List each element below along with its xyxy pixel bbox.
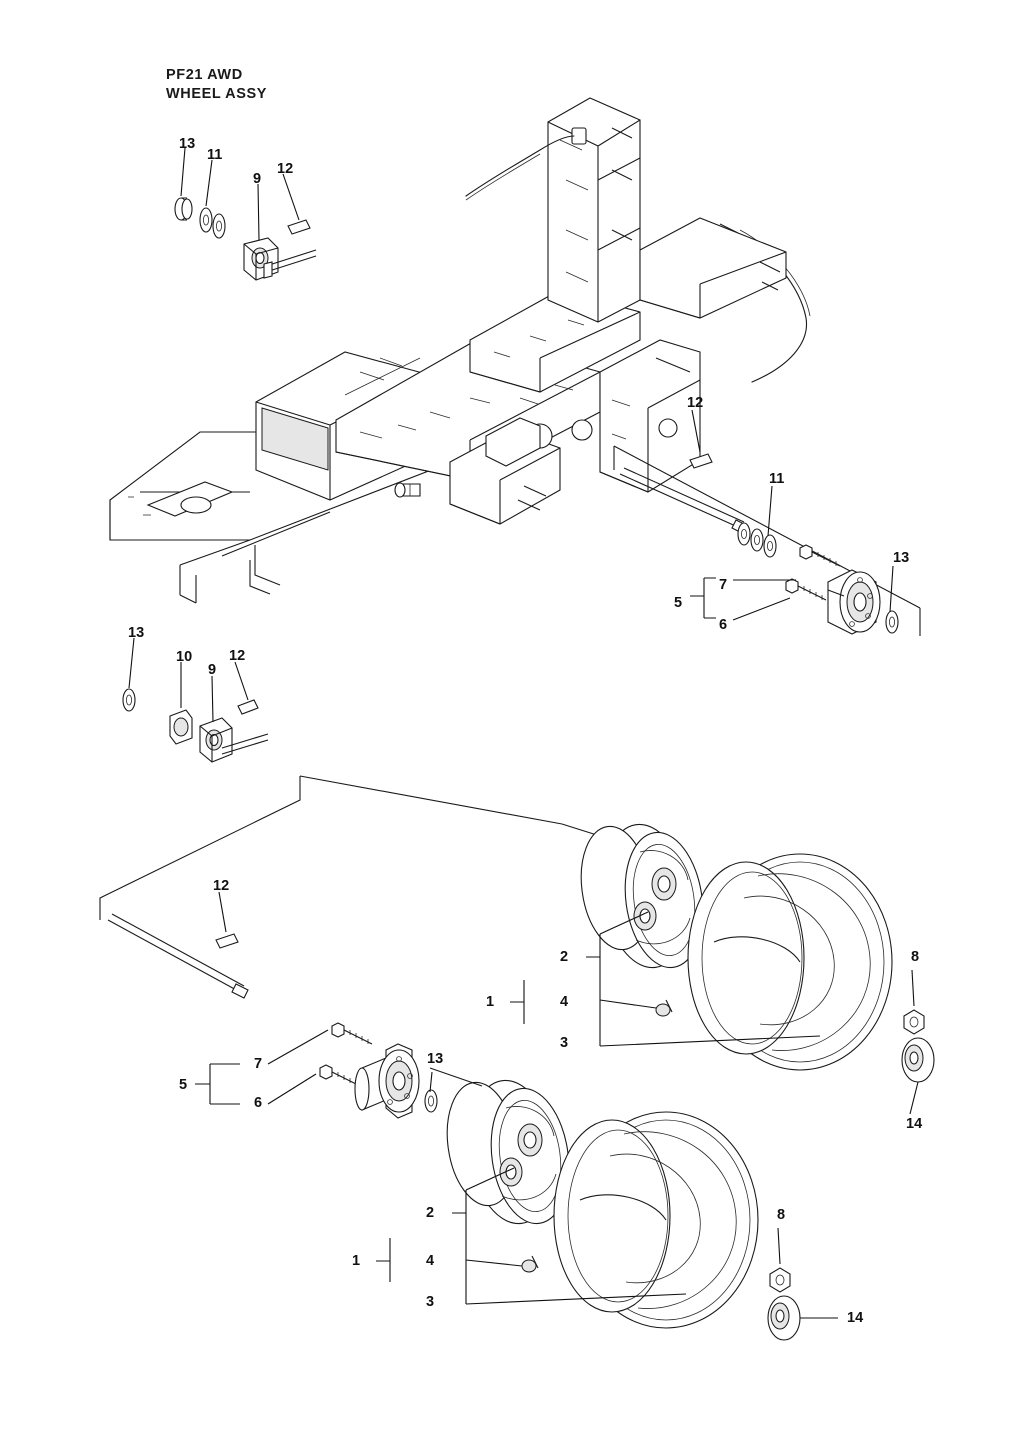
callout-14-lower: 14	[847, 1310, 864, 1326]
bolt-lower-lower	[320, 1065, 360, 1086]
parts-group-mid-left	[100, 638, 562, 920]
callout-12-mid: 12	[229, 648, 246, 664]
callout-12-low: 12	[213, 878, 230, 894]
callout-7-right: 7	[719, 577, 728, 593]
callout-1-upper: 1	[486, 994, 495, 1010]
callout-9-mid: 9	[208, 662, 217, 678]
callout-11-right: 11	[769, 471, 785, 487]
callout-2-upper: 2	[560, 949, 569, 965]
callout-14-upper: 14	[906, 1116, 923, 1132]
bolt-lower	[786, 579, 826, 600]
callout-13: 13	[179, 136, 196, 152]
callout-3-lower: 3	[426, 1294, 435, 1310]
callout-11: 11	[207, 147, 223, 163]
callout-8-upper: 8	[911, 949, 920, 965]
callout-5-right: 5	[674, 595, 683, 611]
callout-13-mid: 13	[128, 625, 145, 641]
callout-12: 12	[277, 161, 294, 177]
title-line-2: WHEEL ASSY	[166, 85, 268, 102]
callout-4-lower: 4	[426, 1253, 435, 1269]
callout-3-upper: 3	[560, 1035, 569, 1051]
title-line-1: PF21 AWD	[166, 67, 243, 83]
callout-7-low: 7	[254, 1056, 263, 1072]
wheel-assembly-upper	[510, 819, 934, 1114]
callout-2-lower: 2	[426, 1205, 435, 1221]
callout-4-upper: 4	[560, 994, 569, 1010]
parts-group-lower-axle	[108, 892, 437, 1118]
callout-10: 10	[176, 649, 193, 665]
callout-6-right: 6	[719, 617, 728, 633]
callout-8-lower: 8	[777, 1207, 786, 1223]
wheel-assembly-lower	[376, 1068, 838, 1340]
callout-1-lower: 1	[352, 1253, 361, 1269]
callout-6-low: 6	[254, 1095, 263, 1111]
chassis-frame-group	[110, 98, 810, 603]
callout-13-right: 13	[893, 550, 910, 566]
callout-12-right: 12	[687, 395, 704, 411]
bolt-upper	[800, 545, 840, 566]
bolt-lower-upper	[332, 1023, 372, 1044]
parts-group-top-left	[175, 148, 316, 280]
callout-13-low: 13	[427, 1051, 444, 1067]
callout-9: 9	[253, 171, 262, 187]
callout-5-low: 5	[179, 1077, 188, 1093]
